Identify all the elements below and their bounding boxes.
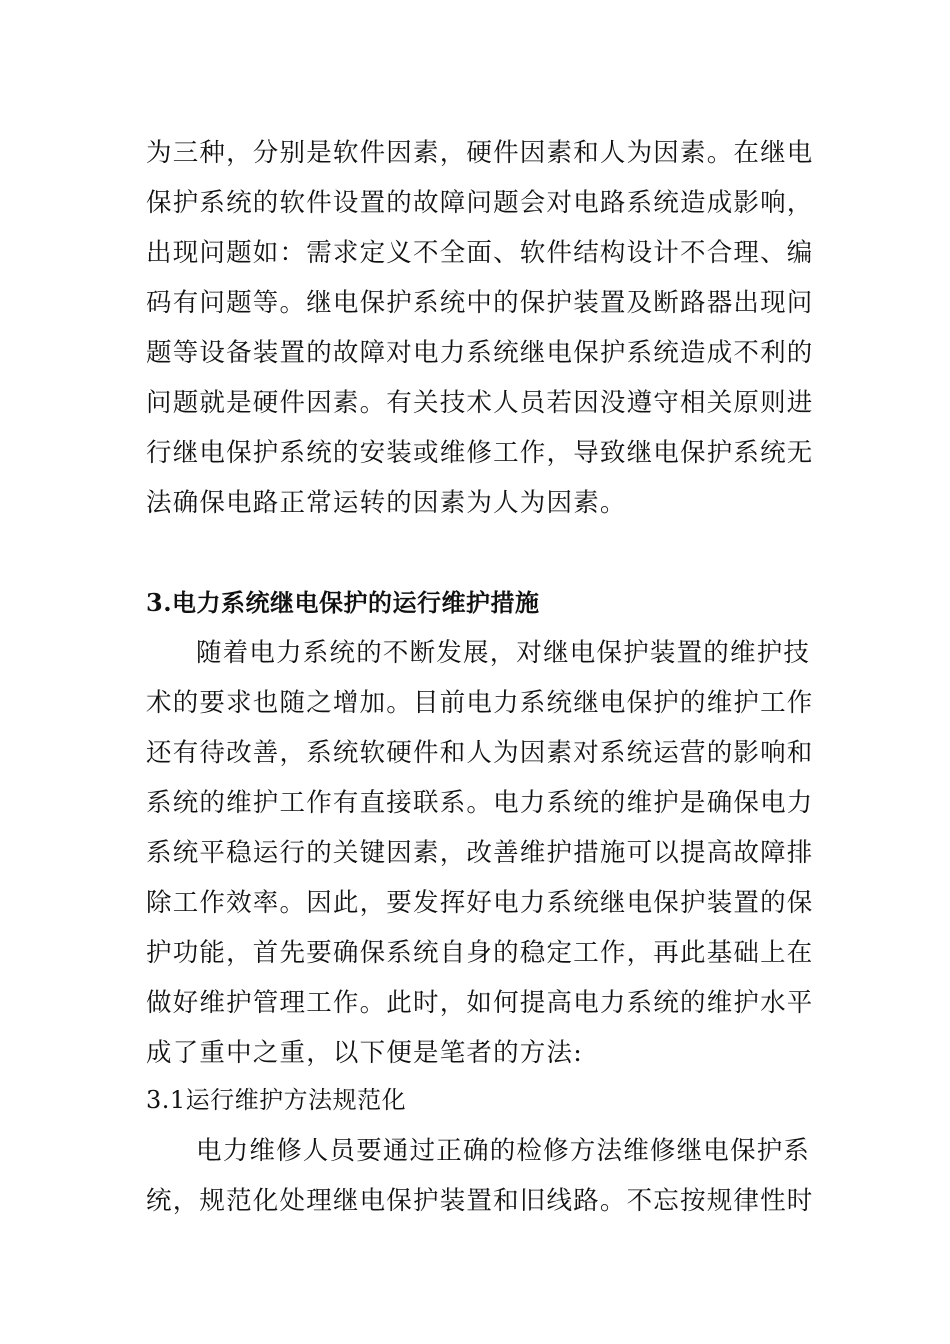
paragraph-2-line-6: 除工作效率。因此，要发挥好电力系统继电保护装置的保	[146, 888, 814, 918]
paragraph-1-line-3: 出现问题如：需求定义不全面、软件结构设计不合理、编	[146, 238, 814, 268]
paragraph-1-line-1: 为三种，分别是软件因素，硬件因素和人为因素。在继电	[146, 138, 814, 168]
paragraph-2-line-1: 随着电力系统的不断发展，对继电保护装置的维护技	[196, 638, 811, 668]
paragraph-1-line-5: 题等设备装置的故障对电力系统继电保护系统造成不利的	[146, 338, 814, 368]
paragraph-1-line-6: 问题就是硬件因素。有关技术人员若因没遵守相关原则进	[146, 388, 814, 418]
paragraph-1-line-8: 法确保电路正常运转的因素为人为因素。	[146, 488, 627, 518]
paragraph-2-line-7: 护功能，首先要确保系统自身的稳定工作，再此基础上在	[146, 938, 814, 968]
paragraph-2-line-5: 系统平稳运行的关键因素，改善维护措施可以提高故障排	[146, 838, 814, 868]
paragraph-2-line-8: 做好维护管理工作。此时，如何提高电力系统的维护水平	[146, 988, 814, 1018]
paragraph-2-line-2: 术的要求也随之增加。目前电力系统继电保护的维护工作	[146, 688, 814, 718]
paragraph-1-line-4: 码有问题等。继电保护系统中的保护装置及断路器出现问	[146, 288, 814, 318]
paragraph-2-line-4: 系统的维护工作有直接联系。电力系统的维护是确保电力	[146, 788, 814, 818]
paragraph-1-line-2: 保护系统的软件设置的故障问题会对电路系统造成影响，	[146, 188, 814, 218]
paragraph-2-line-3: 还有待改善，系统软硬件和人为因素对系统运营的影响和	[146, 738, 814, 768]
paragraph-3-line-2: 统，规范化处理继电保护装置和旧线路。不忘按规律性时	[146, 1186, 814, 1216]
paragraph-2-line-9: 成了重中之重，以下便是笔者的方法:	[146, 1038, 583, 1068]
subsection-heading: 3.1运行维护方法规范化	[146, 1086, 407, 1114]
paragraph-3-line-1: 电力维修人员要通过正确的检修方法维修继电保护系	[196, 1136, 811, 1166]
paragraph-1-line-7: 行继电保护系统的安装或维修工作，导致继电保护系统无	[146, 438, 814, 468]
section-heading: 3.电力系统继电保护的运行维护措施	[146, 588, 540, 617]
